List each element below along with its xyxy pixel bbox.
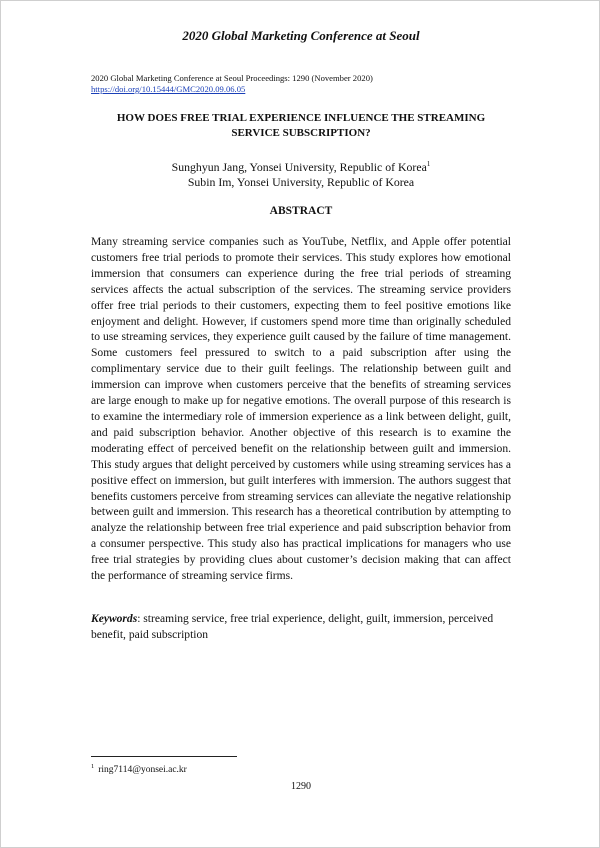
paper-title <box>91 111 511 141</box>
doi-link[interactable]: https://doi.org/10.15444/GMC2020.09.06.05 <box>91 84 246 94</box>
author-1-name: Sunghyun Jang, Yonsei University, Republic of Korea <box>171 159 427 174</box>
footnote-marker[interactable]: 1 <box>426 160 431 168</box>
proceedings-info <box>91 73 373 95</box>
footnote <box>91 763 187 775</box>
abstract-body: Many streaming service companies such as YouTube, Netflix, and Apple offer potential customers free trial periods to promote their services. This study explores how emotional immersion that consumers can experience during the free trial periods of streaming services affects the actual subscription of the services. The streaming service providers offer free trial periods to their customers, expecting them to feel positive emotions like enjoyment and delight. However, if customers spend more time than originally scheduled to use streaming services, they experience guilt caused by the failure of time management. Some customers feel pressured to switch to a paid subscription after using the complimentary service due to their guilt feelings. The relationship between guilt and immersion can improve when customers perceive that the benefits of streaming services are large enough to make up for negative emotions. The overall purpose of this research is to examine the intermediary role of immersion experience as a link between delight, guilt, and paid subscription behavior. Another objective of this research is to examine the moderating effect of perceived benefit on the relationship between guilt and immersion. This study argues that delight perceived by customers while using streaming services has a positive effect on immersion, but guilt interferes with immersion. The authors suggest that benefits customers perceive from streaming services can alleviate the negative relationship between guilt and immersion. This research has a theoretical contribution by attempting to analyze the relationship between free trial experience and paid subscription behavior from a consumer perspective. This study also has practical implications for managers who use free trial strategies by providing clues about customer’s decision making that can affect the performance of streaming service firms. <box>91 236 511 583</box>
footnote-email: ring7114@yonsei.ac.kr <box>98 765 187 776</box>
keywords-label: Keywords <box>91 613 138 625</box>
author-2: Subin Im, Yonsei University, Republic of Korea <box>187 175 415 190</box>
page-number: 1290 <box>291 781 311 792</box>
footnote-mark: 1 <box>91 763 95 770</box>
footnote-divider <box>91 756 237 757</box>
keywords-text: : streaming service, free trial experience, delight, guilt, immersion, perceived benefit, paid subscription <box>91 613 494 641</box>
author-1 <box>91 157 511 175</box>
author-list <box>91 157 511 191</box>
keywords-section <box>91 612 511 644</box>
running-header: 2020 Global Marketing Conference at Seoul <box>182 28 420 43</box>
abstract-heading: ABSTRACT <box>269 205 333 217</box>
paper-title-line2: SERVICE SUBSCRIPTION? <box>231 127 371 139</box>
paper-title-line1: HOW DOES FREE TRIAL EXPERIENCE INFLUENCE THE STREAMING <box>116 112 486 124</box>
proceedings-citation: 2020 Global Marketing Conference at Seoul Proceedings: 1290 (November 2020) <box>91 73 373 83</box>
